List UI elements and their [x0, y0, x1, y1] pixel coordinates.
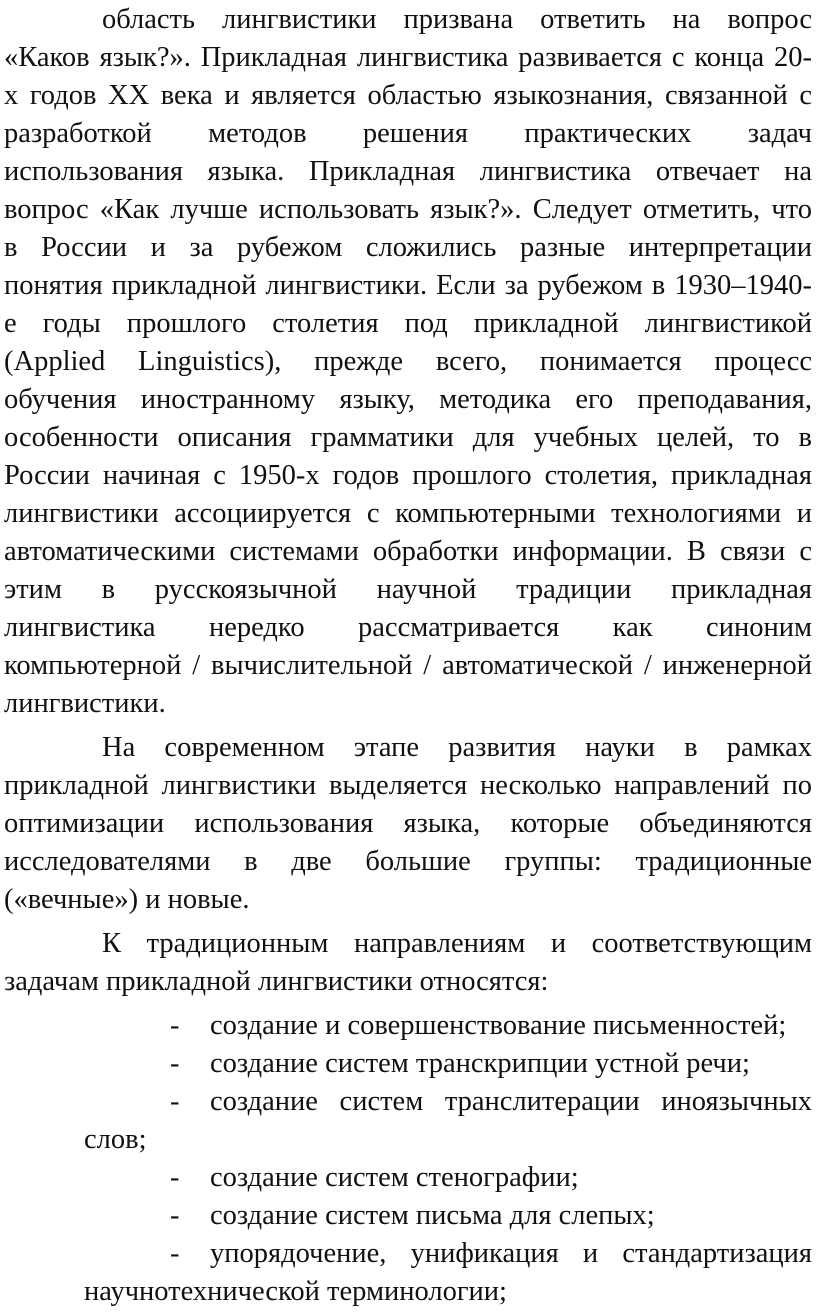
list-item-text: создание систем транскрипции устной речи; — [210, 1048, 750, 1079]
list-item-text: создание систем транслитерации иноязычных — [210, 1086, 812, 1117]
text-line: «Каков язык?». Прикладная лингвистика развивается с конца 20- — [4, 42, 812, 73]
list-item-text: создание систем письма для слепых; — [210, 1200, 655, 1231]
text-line: прикладной лингвистики выделяется несколько направлений по — [4, 770, 812, 801]
text-line: лингвистика нередко рассматривается как синоним — [4, 612, 812, 643]
list-bullet: - — [170, 1048, 180, 1079]
list-item — [170, 1164, 812, 1193]
list-bullet: - — [170, 1200, 180, 1231]
list-bullet: - — [170, 1238, 180, 1269]
text-line: е годы прошлого столетия под прикладной лингвистикой — [4, 308, 812, 339]
list-item — [170, 1240, 812, 1269]
text-line: область лингвистики призвана ответить на вопрос — [102, 4, 812, 35]
text-line: лингвистики. — [4, 688, 166, 719]
text-line: (Applied Linguistics), прежде всего, понимается процесс — [4, 346, 812, 377]
text-line: особенности описания грамматики для учебных целей, то в — [4, 422, 812, 453]
text-line: обучения иностранному языку, методика его преподавания, — [4, 384, 812, 415]
text-line: («вечные») и новые. — [4, 884, 250, 915]
text-line: исследователями в две большие группы: традиционные — [4, 846, 812, 877]
list-item — [170, 1050, 812, 1079]
list-item-text: создание и совершенствование письменностей; — [210, 1010, 787, 1041]
text-line: понятия прикладной лингвистики. Если за рубежом в 1930–1940- — [4, 270, 812, 301]
list-item-text: упорядочение, унификация и стандартизация — [210, 1238, 812, 1269]
text-line: вопрос «Как лучше использовать язык?». Следует отметить, что — [4, 194, 812, 225]
text-line: х годов XX века и является областью языкознания, связанной с — [4, 80, 812, 111]
list-bullet: - — [170, 1162, 180, 1193]
text-line: России начиная с 1950-х годов прошлого столетия, прикладная — [4, 460, 812, 491]
list-item-continuation: научнотехнической терминологии; — [84, 1276, 507, 1307]
text-line: На современном этапе развития науки в рамках — [102, 732, 812, 763]
text-line: задачам прикладной лингвистики относятся: — [4, 966, 549, 997]
list-item — [170, 1202, 812, 1231]
list-bullet: - — [170, 1010, 180, 1041]
text-line: в России и за рубежом сложились разные интерпретации — [4, 232, 812, 263]
text-line: разработкой методов решения практических задач — [4, 118, 812, 149]
list-item-continuation: слов; — [84, 1124, 147, 1155]
text-line: этим в русскоязычной научной традиции прикладная — [4, 574, 812, 605]
list-item — [170, 1088, 812, 1117]
text-line: автоматическими системами обработки информации. В связи с — [4, 536, 812, 567]
text-line: лингвистики ассоциируется с компьютерными технологиями и — [4, 498, 812, 529]
list-item-text: создание систем стенографии; — [210, 1162, 579, 1193]
text-line: оптимизации использования языка, которые объединяются — [4, 808, 812, 839]
text-line: компьютерной / вычислительной / автоматической / инженерной — [4, 650, 812, 681]
list-item — [170, 1012, 812, 1041]
text-line: использования языка. Прикладная лингвистика отвечает на — [4, 156, 812, 187]
list-bullet: - — [170, 1086, 180, 1117]
text-line: К традиционным направлениям и соответствующим — [102, 928, 812, 959]
